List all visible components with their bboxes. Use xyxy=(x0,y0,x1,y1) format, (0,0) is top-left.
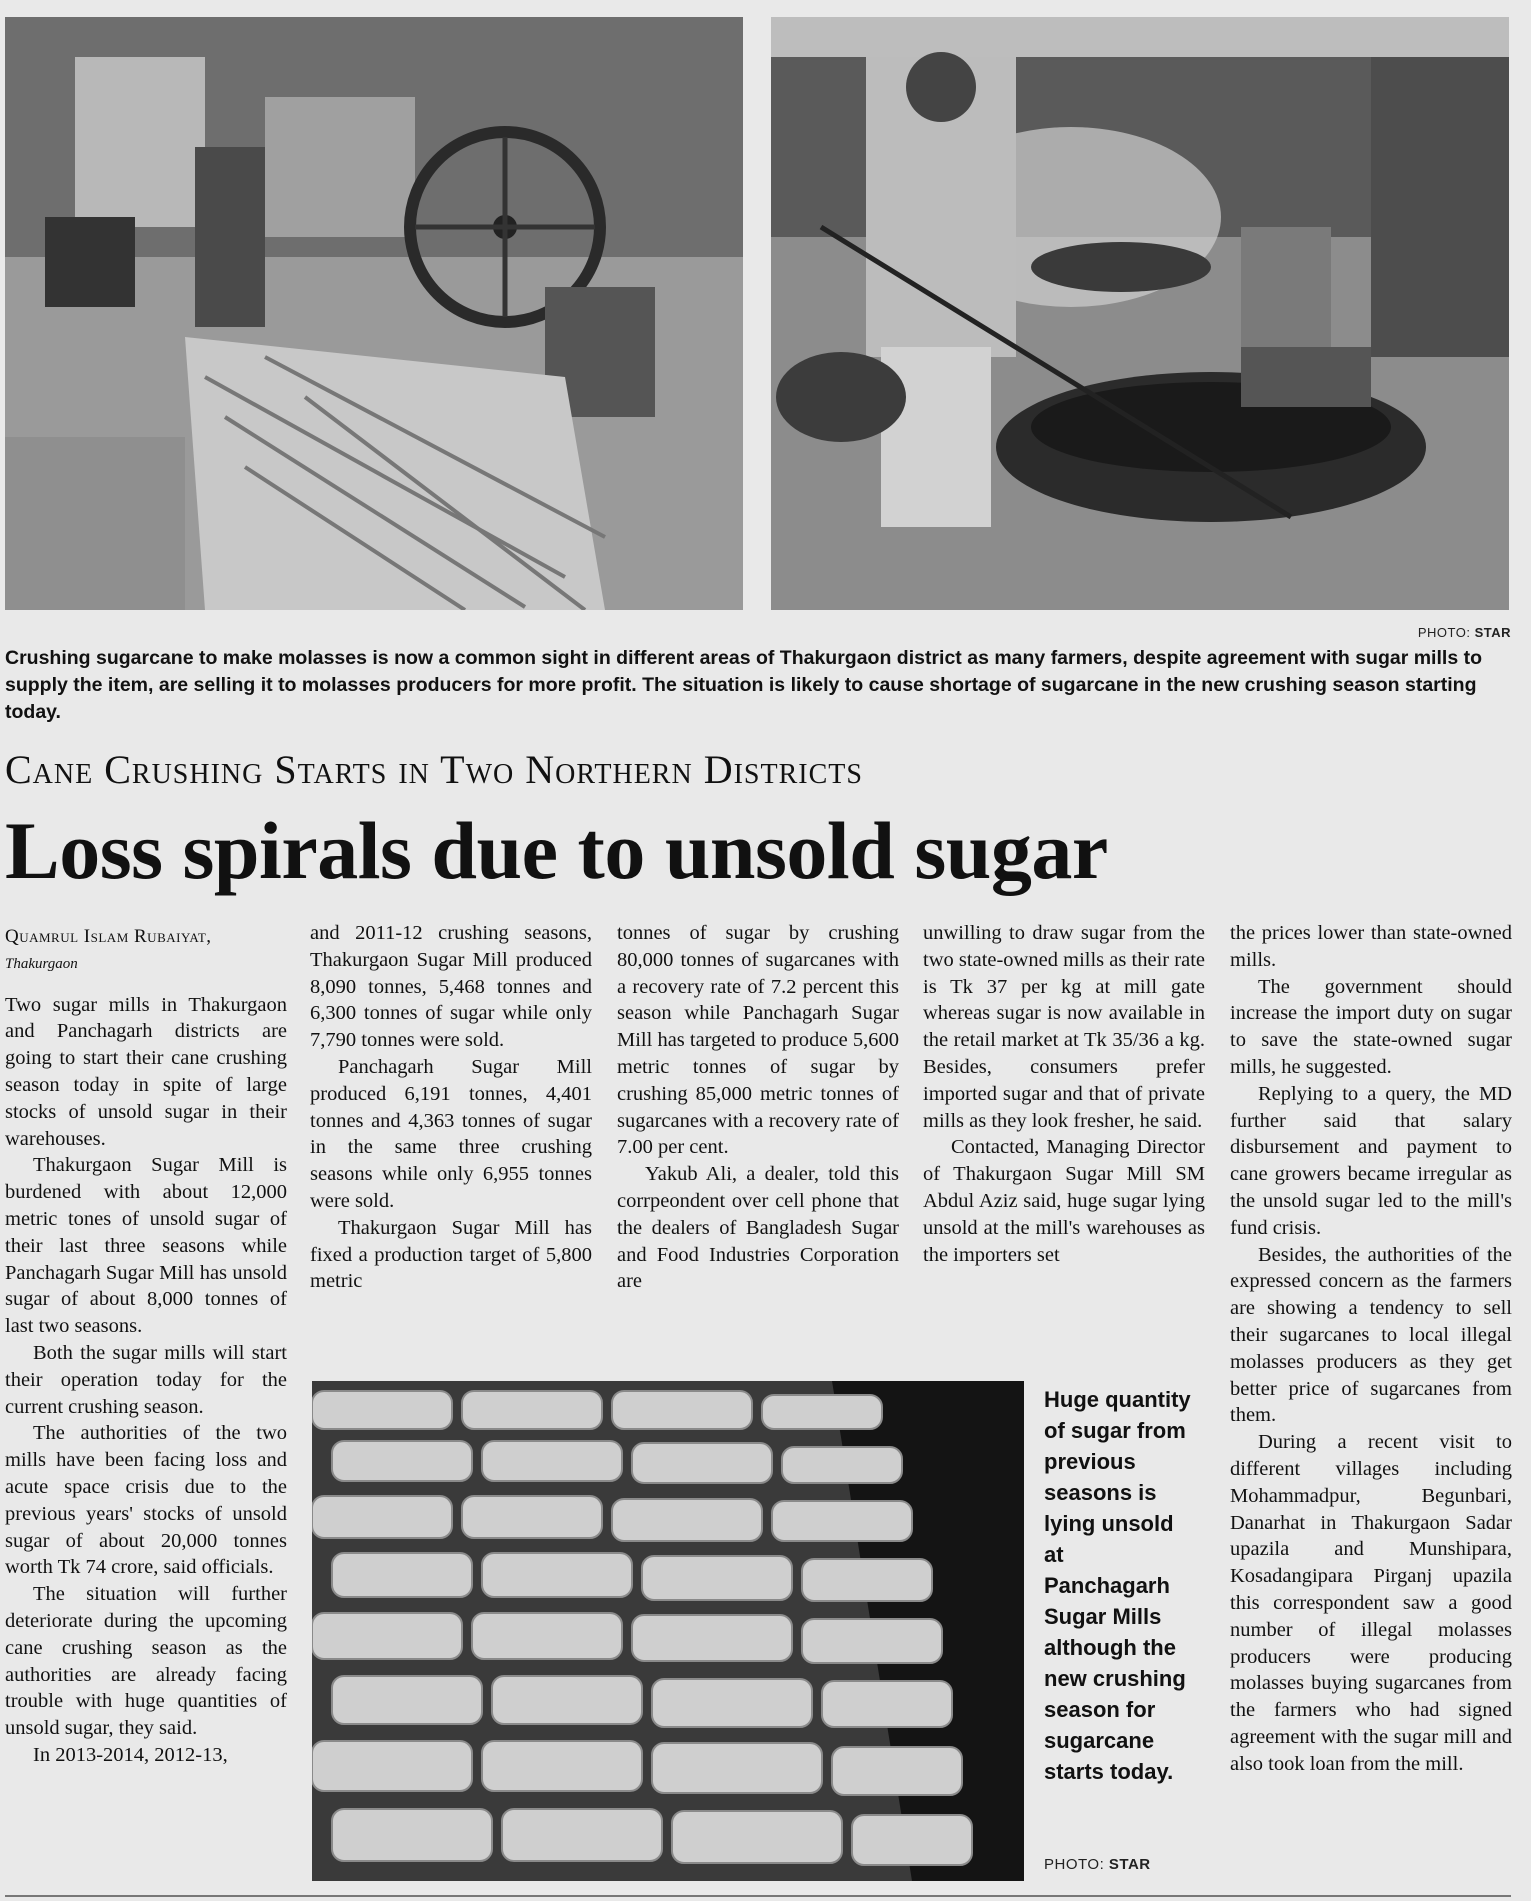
paragraph: Thakurgaon Sugar Mill has fixed a production target of 5,800 metric xyxy=(310,1216,592,1293)
bottom-rule xyxy=(5,1895,1511,1897)
paragraph: During a recent visit to different villages including Mohammadpur, Begunbari, Danarhat in Thakurgaon Sadar upazila and Munshipara, Kosadangipara Pirganj upazila this correspondent saw a good number of illegal molasses producers were producing molasses buying sugarcanes from the farmers who had signed agreement with the sugar mill and also took loan from the mill. xyxy=(1230,1431,1512,1775)
bottom-photo-credit xyxy=(1044,1856,1151,1873)
sugarcane-crushing-photo xyxy=(5,17,743,610)
paragraph: and 2011-12 crushing seasons, Thakurgaon Sugar Mill produced 8,090 tonnes, 5,468 tonnes and 6,300 tonnes of sugar while only 7,790 tonnes were sold. xyxy=(310,922,592,1052)
article-column-4 xyxy=(923,920,1205,1268)
paragraph: tonnes of sugar by crushing 80,000 tonnes of sugarcanes with a recovery rate of 7.2 percent this season while Panchagarh Sugar Mill has targeted to produce 5,600 metric tonnes of sugar by crushing 85,000 metric tonnes of sugarcanes with a recovery rate of 7.00 per cent. xyxy=(617,922,900,1159)
paragraph: The situation will further deteriorate during the upcoming cane crushing season as the authorities are already facing trouble with huge quantities of unsold sugar, they said. xyxy=(5,1583,287,1740)
credit-source: STAR xyxy=(1474,625,1511,640)
paragraph: Replying to a query, the MD further said that salary disbursement and payment to cane growers became irregular as the unsold sugar led to the mill's fund crisis. xyxy=(1230,1082,1512,1239)
dateline: Thakurgaon xyxy=(5,955,78,972)
top-photo-credit xyxy=(1418,625,1511,640)
paragraph: unwilling to draw sugar from the two state-owned mills as their rate is Tk 37 per kg at mill gate whereas sugar is now available in the retail market at Tk 35/36 a kg. Besides, consumers prefer imported sugar and that of private mills as they look fresher, he said. xyxy=(923,922,1205,1132)
paragraph: In 2013-2014, 2012-13, xyxy=(33,1743,228,1766)
credit-label: PHOTO: xyxy=(1417,625,1475,640)
credit-label: PHOTO: xyxy=(1044,1856,1109,1873)
article-column-3 xyxy=(617,920,899,1295)
paragraph: the prices lower than state-owned mills. xyxy=(1230,922,1512,971)
paragraph: Yakub Ali, a dealer, told this corrpeondent over cell phone that the dealers of Bangladesh Sugar and Food Industries Corporation are xyxy=(617,1163,899,1293)
side-photo-caption: Huge quantity of sugar from previous seasons is lying unsold at Panchagarh Sugar Mills although the new crushing season for sugarcane starts today. xyxy=(1044,1387,1191,1784)
paragraph: Two sugar mills in Thakurgaon and Panchagarh districts are going to start their cane crushing season today in spite of large stocks of unsold sugar in their warehouses. xyxy=(5,993,287,1150)
article-column-5 xyxy=(1230,920,1512,1778)
byline: Quamrul Islam Rubaiyat, xyxy=(5,926,212,947)
molasses-boiling-photo xyxy=(771,17,1509,610)
credit-source: STAR xyxy=(1108,1856,1151,1873)
paragraph: Besides, the authorities of the expressed concern as the farmers are showing a tendency to sell their sugarcanes to local illegal molasses producers as they get better price of sugarcanes from them. xyxy=(1230,1243,1512,1427)
paragraph: The authorities of the two mills have been facing loss and acute space crisis due to the previous years' stocks of unsold sugar of about 20,000 tonnes worth Tk 74 crore, said officials. xyxy=(5,1422,287,1579)
photo-caption: Crushing sugarcane to make molasses is now a common sight in different areas of Thakurgaon district as many farmers, despite agreement with sugar mills to supply the item, are selling it to molasses producers for more profit. The situation is likely to cause shortage of sugarcane in the new crushing season starting today. xyxy=(5,647,1482,723)
sugar-sacks-photo xyxy=(312,1381,1024,1881)
paragraph: Panchagarh Sugar Mill produced 6,191 tonnes, 4,401 tonnes and 4,363 tonnes of sugar in the same three crushing seasons while only 6,955 tonnes were sold. xyxy=(310,1055,592,1212)
main-headline: Loss spirals due to unsold sugar xyxy=(5,805,1108,896)
article-column-2 xyxy=(310,920,592,1295)
paragraph: Contacted, Managing Director of Thakurgaon Sugar Mill SM Abdul Aziz said, huge sugar lying unsold at the mill's warehouses as the importers set xyxy=(923,1136,1205,1266)
kicker-headline: Cane Crushing Starts in Two Northern Districts xyxy=(5,747,863,792)
paragraph: Both the sugar mills will start their operation today for the current crushing season. xyxy=(5,1341,287,1418)
article-column-1 xyxy=(5,920,287,1769)
paragraph: The government should increase the import duty on sugar to save the state-owned sugar mills, he suggested. xyxy=(1230,975,1512,1078)
paragraph: Thakurgaon Sugar Mill is burdened with about 12,000 metric tones of unsold sugar of their last three seasons while Panchagarh Sugar Mill has unsold sugar of about 8,000 tonnes of last two seasons. xyxy=(5,1154,287,1338)
